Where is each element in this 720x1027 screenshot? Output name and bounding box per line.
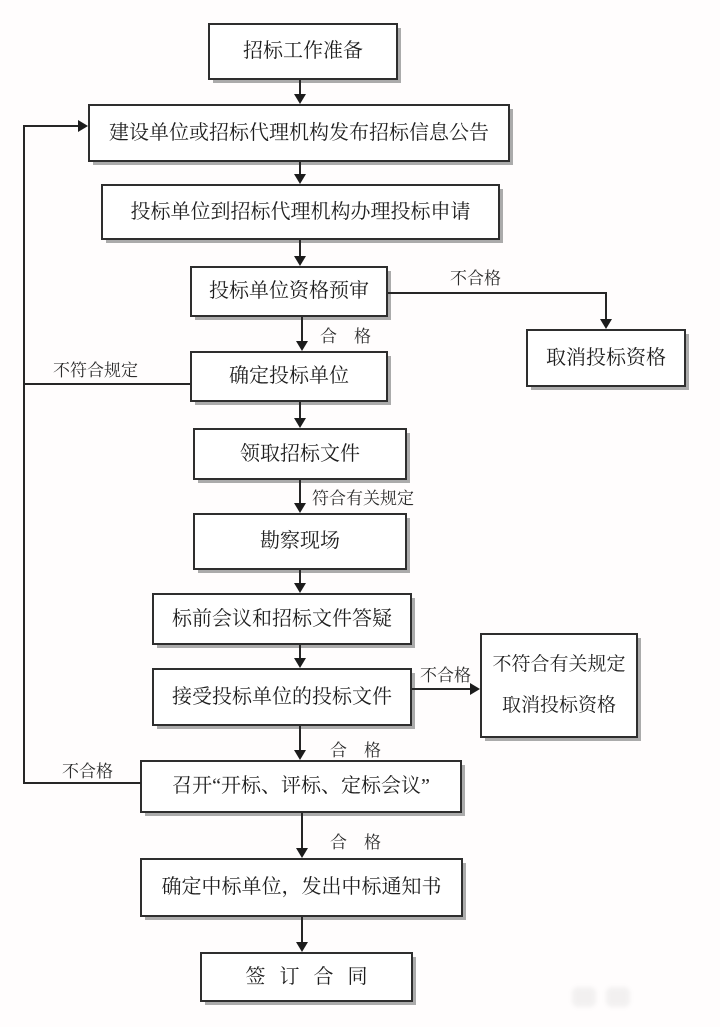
- label-qualified-1: 合 格: [320, 327, 371, 346]
- node-cancel-qualification: [526, 329, 686, 387]
- arrowhead-accept-openbid: [294, 750, 306, 760]
- label-nonconforming: 不符合规定: [53, 361, 138, 380]
- arrowhead-feedback-announce: [78, 120, 88, 132]
- node-obtain-documents: [193, 428, 407, 480]
- watermark-glyph-1: [572, 987, 596, 1007]
- arrowhead-apply-prequalify: [294, 256, 306, 266]
- node-sign-contract-label: 签订合同: [245, 965, 382, 988]
- node-cancel-qualification-2: [480, 633, 638, 738]
- arrowhead-survey-meeting: [294, 583, 306, 593]
- node-confirm-bidders-label: 确定投标单位: [229, 365, 349, 387]
- node-award-notice: [140, 858, 463, 917]
- node-pre-bid-meeting: [152, 593, 412, 645]
- connector-accept-cancel2-h: [412, 688, 472, 690]
- node-apply-label: 投标单位到招标代理机构办理投标申请: [130, 200, 471, 223]
- node-apply: [101, 184, 500, 240]
- watermark-icon: [572, 983, 642, 1011]
- node-confirm-bidders: [190, 351, 388, 402]
- arrowhead-prequalify-cancel: [600, 319, 612, 329]
- feedback-into-announce-h: [23, 125, 79, 127]
- node-sign-contract: [200, 952, 413, 1002]
- feedback-left-vertical: [23, 125, 25, 784]
- node-bid-opening-meeting: [140, 760, 462, 813]
- arrowhead-obtain-survey: [294, 503, 306, 513]
- node-accept-bid-documents-label: 接受投标单位的投标文件: [172, 685, 392, 708]
- node-prepare-label: 招标工作准备: [243, 40, 363, 62]
- connector-award-sign: [301, 917, 303, 944]
- arrowhead-meeting-accept: [294, 658, 306, 668]
- connector-prequalify-confirm: [301, 317, 303, 343]
- node-prequalify-label: 投标单位资格预审: [209, 280, 369, 302]
- watermark-glyph-2: [606, 987, 630, 1007]
- node-cancel-qualification-2-line1: 不符合有关规定: [492, 653, 626, 675]
- node-announce: [88, 104, 510, 162]
- label-unqualified-2: 不合格: [420, 666, 471, 685]
- node-announce-label: 建设单位或招标代理机构发布招标信息公告: [109, 121, 489, 144]
- connector-accept-openbid: [299, 726, 301, 752]
- label-unqualified-3: 不合格: [62, 762, 113, 781]
- node-prepare: [208, 23, 398, 80]
- connector-prequalify-cancel-h: [388, 292, 607, 294]
- arrowhead-award-sign: [296, 942, 308, 952]
- label-qualified-2: 合 格: [330, 741, 381, 760]
- connector-obtain-survey: [299, 480, 301, 505]
- label-qualified-3: 合 格: [330, 833, 381, 852]
- node-cancel-qualification-2-line2: 取消投标资格: [501, 695, 616, 717]
- arrowhead-accept-cancel2: [470, 683, 480, 695]
- node-prequalify: [190, 266, 388, 317]
- node-accept-bid-documents: [152, 668, 412, 726]
- node-site-survey-label: 勘察现场: [260, 530, 340, 552]
- label-unqualified-1: 不合格: [450, 269, 501, 288]
- arrowhead-prepare-announce: [294, 94, 306, 104]
- node-bid-opening-meeting-label: 召开“开标、评标、定标会议”: [172, 775, 430, 797]
- node-obtain-documents-label: 领取招标文件: [240, 442, 360, 465]
- arrowhead-confirm-obtain: [294, 418, 306, 428]
- node-award-notice-label: 确定中标单位，发出中标通知书: [161, 876, 442, 898]
- connector-openbid-award: [301, 813, 303, 850]
- arrowhead-openbid-award: [296, 848, 308, 858]
- arrowhead-announce-apply: [294, 174, 306, 184]
- label-conforming: 符合有关规定: [312, 489, 414, 508]
- node-site-survey: [193, 513, 407, 570]
- connector-prequalify-cancel-v: [605, 292, 607, 321]
- arrowhead-prequalify-confirm: [296, 341, 308, 351]
- feedback-openbid-h: [24, 782, 141, 784]
- node-pre-bid-meeting-label: 标前会议和招标文件答疑: [172, 607, 392, 630]
- node-cancel-qualification-label: 取消投标资格: [546, 346, 666, 369]
- feedback-confirm-h: [24, 383, 190, 385]
